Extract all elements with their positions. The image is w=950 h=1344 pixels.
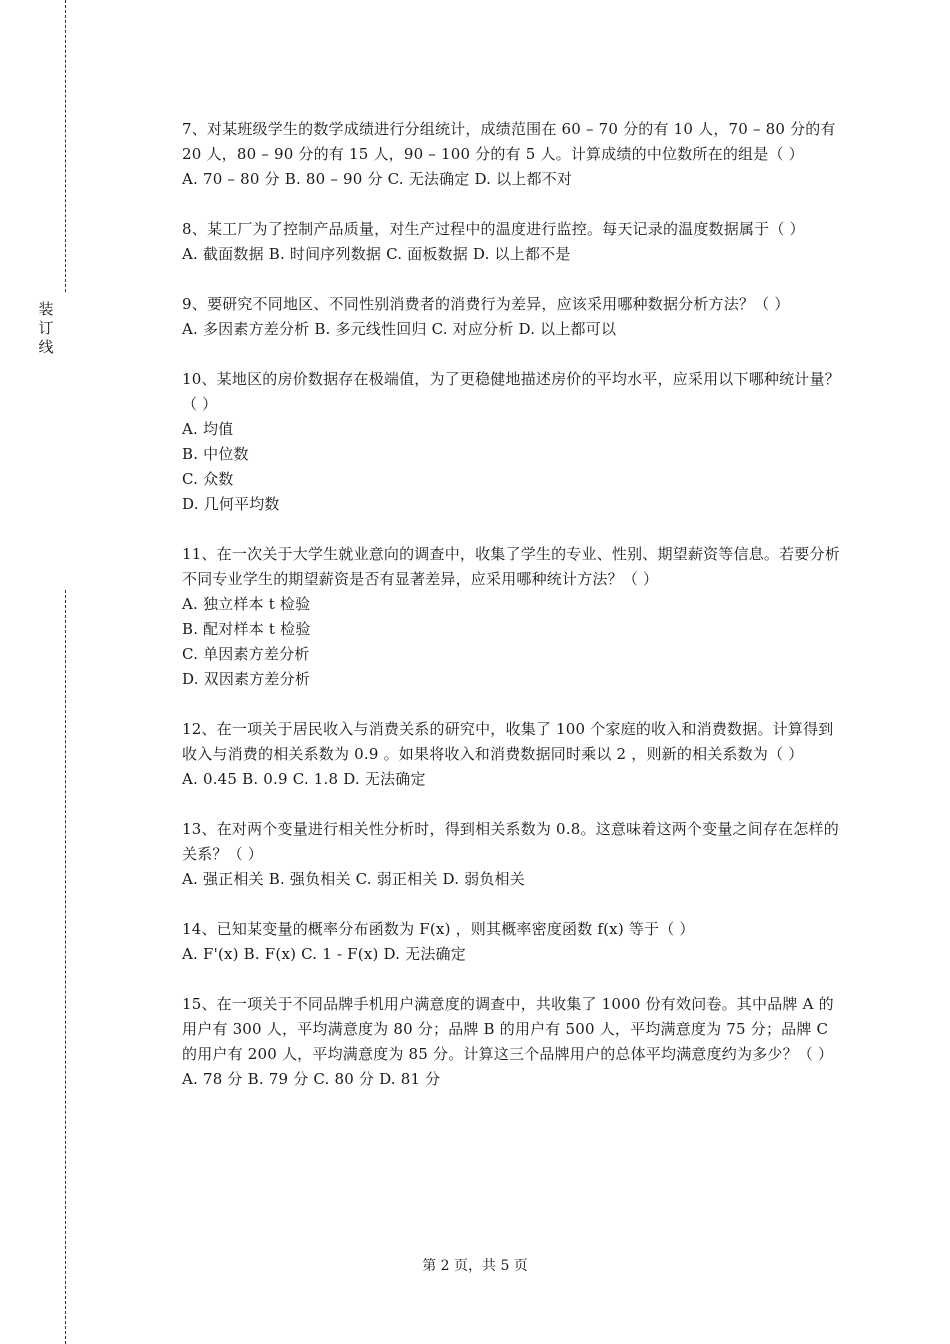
question-7 [182, 117, 842, 192]
question-text: 7、对某班级学生的数学成绩进行分组统计，成绩范围在 60 – 70 分的有 10 人，70 – 80 分的有 20 人，80 – 90 分的有 15 人，90 – 100 分的有 5 人。计算成绩的中位数所在的组是（ ） [182, 120, 836, 163]
option-d: D. 双因素方差分析 [182, 670, 311, 688]
binding-char: 线 [38, 338, 54, 356]
binding-dashed-line-top [65, 0, 66, 292]
question-13 [182, 817, 842, 892]
question-text: 14、已知某变量的概率分布函数为 F(x) ，则其概率密度函数 f(x) 等于（ ） [182, 920, 695, 938]
question-11 [182, 542, 842, 692]
binding-label [36, 300, 56, 357]
question-options: A. 78 分 B. 79 分 C. 80 分 D. 81 分 [182, 1070, 441, 1088]
question-options: A. 截面数据 B. 时间序列数据 C. 面板数据 D. 以上都不是 [182, 245, 571, 263]
question-text: 11、在一次关于大学生就业意向的调查中，收集了学生的专业、性别、期望薪资等信息。若要分析不同专业学生的期望薪资是否有显著差异，应采用哪种统计方法？（ ） [182, 545, 840, 588]
option-a: A. 独立样本 t 检验 [182, 595, 311, 613]
question-12 [182, 717, 842, 792]
option-b: B. 中位数 [182, 445, 249, 463]
question-options: A. 多因素方差分析 B. 多元线性回归 C. 对应分析 D. 以上都可以 [182, 320, 617, 338]
question-15 [182, 992, 842, 1092]
option-c: C. 单因素方差分析 [182, 645, 310, 663]
question-text: 12、在一项关于居民收入与消费关系的研究中，收集了 100 个家庭的收入和消费数据。计算得到收入与消费的相关系数为 0.9 。如果将收入和消费数据同时乘以 2 ，则新的相关系数为（ ） [182, 720, 834, 763]
option-c: C. 众数 [182, 470, 234, 488]
question-options: A. 70 – 80 分 B. 80 – 90 分 C. 无法确定 D. 以上都不对 [182, 170, 573, 188]
question-options: A. 强正相关 B. 强负相关 C. 弱正相关 D. 弱负相关 [182, 870, 525, 888]
question-text: 13、在对两个变量进行相关性分析时，得到相关系数为 0.8。这意味着这两个变量之间存在怎样的关系？（ ） [182, 820, 839, 863]
question-text: 8、某工厂为了控制产品质量，对生产过程中的温度进行监控。每天记录的温度数据属于（ ） [182, 220, 805, 238]
option-b: B. 配对样本 t 检验 [182, 620, 311, 638]
question-8 [182, 217, 842, 267]
option-d: D. 几何平均数 [182, 495, 280, 513]
question-options: A. 0.45 B. 0.9 C. 1.8 D. 无法确定 [182, 770, 426, 788]
question-list [182, 117, 842, 1117]
binding-char: 装 [38, 300, 54, 318]
binding-dashed-line-bottom [65, 590, 66, 1344]
question-9 [182, 292, 842, 342]
question-options: A. F'(x) B. F(x) C. 1 - F(x) D. 无法确定 [182, 945, 466, 963]
question-text: 9、要研究不同地区、不同性别消费者的消费行为差异，应该采用哪种数据分析方法？（ ） [182, 295, 790, 313]
page-footer: 第 2 页，共 5 页 [422, 1258, 528, 1274]
binding-char: 订 [38, 319, 54, 337]
question-text: 10、某地区的房价数据存在极端值，为了更稳健地描述房价的平均水平，应采用以下哪种统计量？（ ） [182, 370, 840, 413]
question-text: 15、在一项关于不同品牌手机用户满意度的调查中，共收集了 1000 份有效问卷。其中品牌 A 的用户有 300 人，平均满意度为 80 分；品牌 B 的用户有 500 人，平均满意度为 75 分；品牌 C 的用户有 200 人，平均满意度为 85 分。计算这三个品牌用户的总体平均满意度约为多少？（ ） [182, 995, 834, 1063]
question-14 [182, 917, 842, 967]
option-a: A. 均值 [182, 420, 234, 438]
question-10 [182, 367, 842, 517]
